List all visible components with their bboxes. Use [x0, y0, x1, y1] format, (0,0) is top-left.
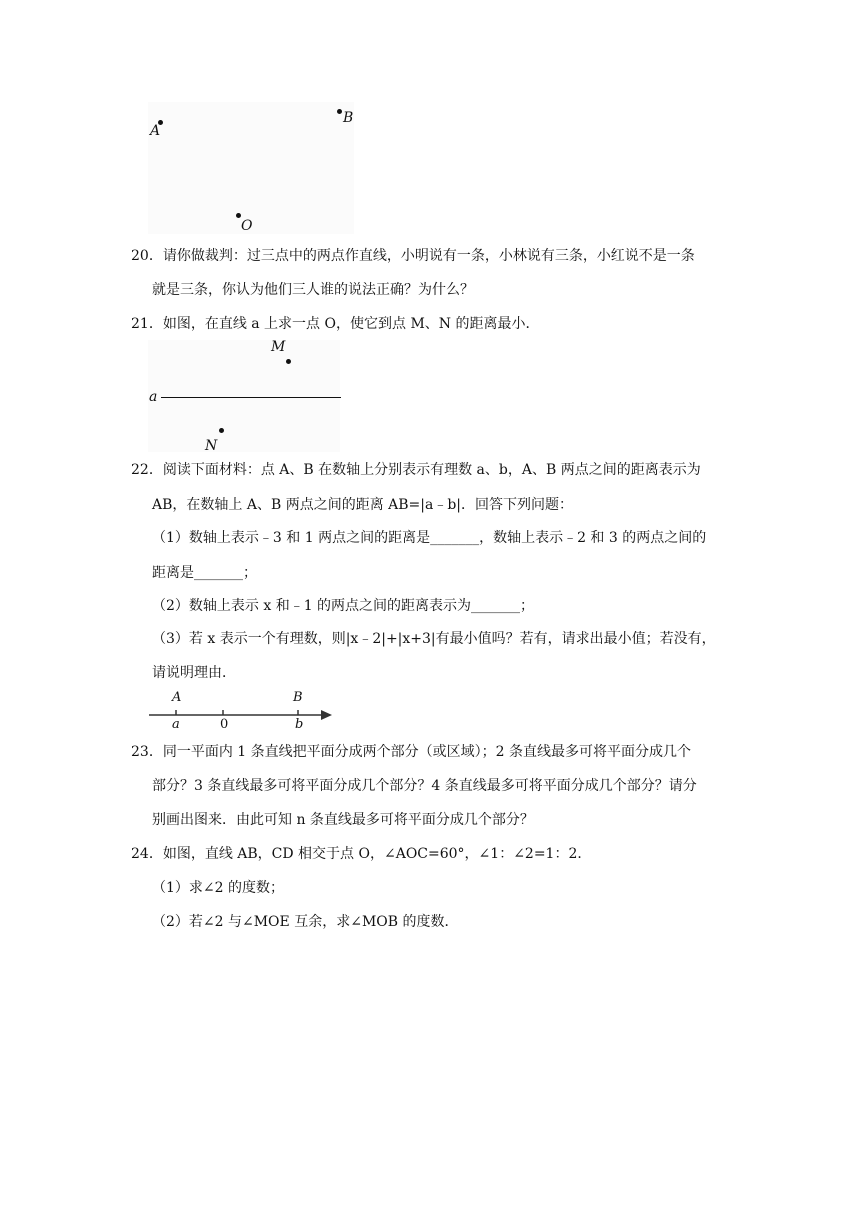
number-line-label-upper-b: B	[293, 690, 303, 705]
point-o-label: O	[241, 218, 253, 234]
question-20-line-2: 就是三条，你认为他们三人谁的说法正确？为什么？	[152, 282, 474, 298]
point-b-dot	[337, 109, 342, 114]
point-a-label: A	[150, 123, 161, 139]
number-line-label-a: a	[172, 717, 180, 732]
question-22-part-1-line-2: 距离是_______；	[152, 565, 257, 581]
line-a	[161, 397, 341, 398]
line-a-label: a	[149, 389, 158, 405]
question-22-part-3-line-2: 请说明理由．	[152, 665, 236, 681]
point-n-label: N	[205, 438, 218, 454]
point-m-label: M	[271, 339, 286, 355]
number-line-arrow-icon	[321, 710, 332, 720]
question-20-line-1: 20．请你做裁判：过三点中的两点作直线，小明说有一条，小林说有三条，小红说不是一条	[131, 248, 695, 264]
figure-line-mn	[148, 340, 340, 452]
number-line-label-upper-a: A	[172, 690, 182, 705]
question-22-part-1-line-1: （1）数轴上表示﹣3 和 1 两点之间的距离是_______，数轴上表示﹣2 和 3 的两点之间的	[152, 530, 707, 546]
question-22-line-2: AB，在数轴上 A、B 两点之间的距离 AB=|a﹣b|．回答下列问题：	[152, 497, 574, 513]
point-m-dot	[286, 359, 291, 364]
question-22-part-3-line-1: （3）若 x 表示一个有理数，则|x﹣2|+|x+3|有最小值吗？若有，请求出最小值；若没有，	[152, 631, 716, 647]
number-line-label-0: 0	[220, 717, 229, 732]
question-24-line-1: 24．如图，直线 AB，CD 相交于点 O，∠AOC=60°，∠1：∠2=1：2．	[131, 846, 592, 862]
number-line-label-b: b	[295, 717, 304, 732]
question-21-line-1: 21．如图，在直线 a 上求一点 O，使它到点 M、N 的距离最小．	[131, 316, 540, 332]
point-n-dot	[219, 428, 224, 433]
question-22-line-1: 22．阅读下面材料：点 A、B 在数轴上分别表示有理数 a、b，A、B 两点之间的距离表示为	[131, 462, 701, 478]
question-23-line-3: 别画出图来．由此可知 n 条直线最多可将平面分成几个部分？	[152, 812, 534, 828]
question-23-line-1: 23．同一平面内 1 条直线把平面分成两个部分（或区域）；2 条直线最多可将平面分成几个	[131, 744, 691, 760]
question-24-part-2: （2）若∠2 与∠MOE 互余，求∠MOB 的度数．	[152, 914, 459, 930]
figure-points-abo	[148, 102, 354, 234]
question-24-part-1: （1）求∠2 的度数；	[152, 880, 284, 896]
point-b-label: B	[343, 110, 354, 126]
question-23-line-2: 部分？3 条直线最多可将平面分成几个部分？4 条直线最多可将平面分成几个部分？请分	[152, 778, 697, 794]
question-22-part-2: （2）数轴上表示 x 和﹣1 的两点之间的距离表示为_______；	[152, 598, 535, 614]
